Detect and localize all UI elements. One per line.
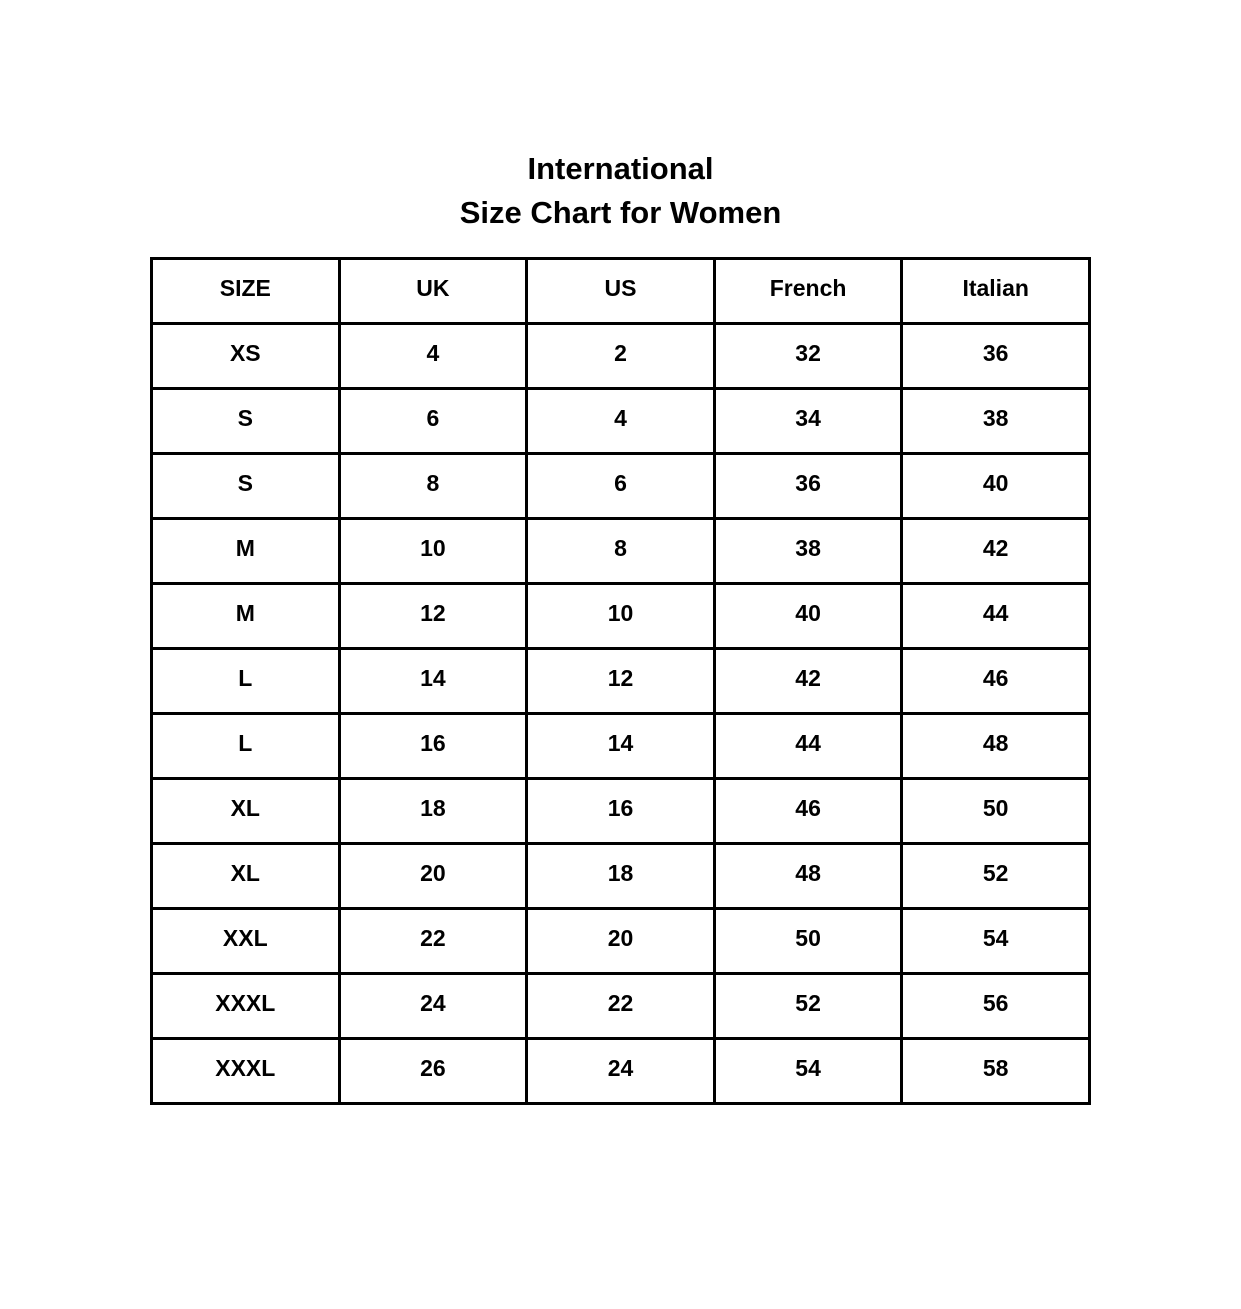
table-body (152, 324, 1090, 1104)
table-cell-size: XXXL (152, 1039, 340, 1104)
table-cell-french: 38 (714, 519, 902, 584)
table-cell-uk: 26 (339, 1039, 527, 1104)
table-cell-french: 54 (714, 1039, 902, 1104)
page-title-line-1: International (527, 151, 714, 186)
table-row (152, 649, 1090, 714)
table-cell-us: 18 (527, 844, 715, 909)
table-cell-italian: 50 (902, 779, 1090, 844)
table-row (152, 324, 1090, 389)
table-cell-uk: 8 (339, 454, 527, 519)
table-cell-french: 48 (714, 844, 902, 909)
column-header-italian: Italian (902, 259, 1090, 324)
table-cell-uk: 24 (339, 974, 527, 1039)
table-cell-us: 4 (527, 389, 715, 454)
table-cell-size: L (152, 649, 340, 714)
table-cell-french: 44 (714, 714, 902, 779)
table-cell-french: 32 (714, 324, 902, 389)
table-cell-size: S (152, 454, 340, 519)
table-cell-italian: 54 (902, 909, 1090, 974)
table-header-row (152, 259, 1090, 324)
table-cell-us: 6 (527, 454, 715, 519)
table-cell-us: 2 (527, 324, 715, 389)
table-cell-italian: 46 (902, 649, 1090, 714)
table-cell-italian: 56 (902, 974, 1090, 1039)
table-row (152, 909, 1090, 974)
table-cell-us: 12 (527, 649, 715, 714)
table-cell-us: 16 (527, 779, 715, 844)
column-header-us: US (527, 259, 715, 324)
table-cell-us: 22 (527, 974, 715, 1039)
table-cell-french: 36 (714, 454, 902, 519)
column-header-size: SIZE (152, 259, 340, 324)
table-cell-italian: 40 (902, 454, 1090, 519)
page-title (0, 0, 1241, 235)
table-cell-size: M (152, 584, 340, 649)
table-header (152, 259, 1090, 324)
table-cell-size: XL (152, 844, 340, 909)
table-row (152, 844, 1090, 909)
table-cell-uk: 6 (339, 389, 527, 454)
table-row (152, 584, 1090, 649)
table-cell-french: 50 (714, 909, 902, 974)
table-cell-us: 8 (527, 519, 715, 584)
table-cell-uk: 20 (339, 844, 527, 909)
table-cell-uk: 4 (339, 324, 527, 389)
table-cell-italian: 44 (902, 584, 1090, 649)
table-cell-size: XS (152, 324, 340, 389)
table-cell-uk: 22 (339, 909, 527, 974)
table-cell-french: 52 (714, 974, 902, 1039)
table-cell-italian: 38 (902, 389, 1090, 454)
table-cell-size: S (152, 389, 340, 454)
table-row (152, 779, 1090, 844)
table-cell-uk: 18 (339, 779, 527, 844)
table-cell-size: M (152, 519, 340, 584)
table-row (152, 1039, 1090, 1104)
table-row (152, 974, 1090, 1039)
column-header-uk: UK (339, 259, 527, 324)
table-cell-size: XXL (152, 909, 340, 974)
size-chart-table (150, 257, 1091, 1105)
table-cell-french: 40 (714, 584, 902, 649)
page-title-line-2: Size Chart for Women (459, 195, 782, 230)
table-cell-size: XL (152, 779, 340, 844)
table-cell-french: 34 (714, 389, 902, 454)
table-cell-size: L (152, 714, 340, 779)
table-cell-italian: 48 (902, 714, 1090, 779)
table-cell-size: XXXL (152, 974, 340, 1039)
table-cell-french: 42 (714, 649, 902, 714)
column-header-french: French (714, 259, 902, 324)
table-row (152, 714, 1090, 779)
table-cell-italian: 52 (902, 844, 1090, 909)
table-cell-uk: 10 (339, 519, 527, 584)
table-cell-italian: 42 (902, 519, 1090, 584)
table-cell-french: 46 (714, 779, 902, 844)
table-cell-uk: 12 (339, 584, 527, 649)
table-cell-us: 20 (527, 909, 715, 974)
table-cell-us: 14 (527, 714, 715, 779)
table-cell-us: 10 (527, 584, 715, 649)
table-cell-italian: 58 (902, 1039, 1090, 1104)
table-cell-uk: 16 (339, 714, 527, 779)
table-row (152, 519, 1090, 584)
table-row (152, 389, 1090, 454)
table-row (152, 454, 1090, 519)
table-cell-italian: 36 (902, 324, 1090, 389)
table-cell-uk: 14 (339, 649, 527, 714)
table-cell-us: 24 (527, 1039, 715, 1104)
